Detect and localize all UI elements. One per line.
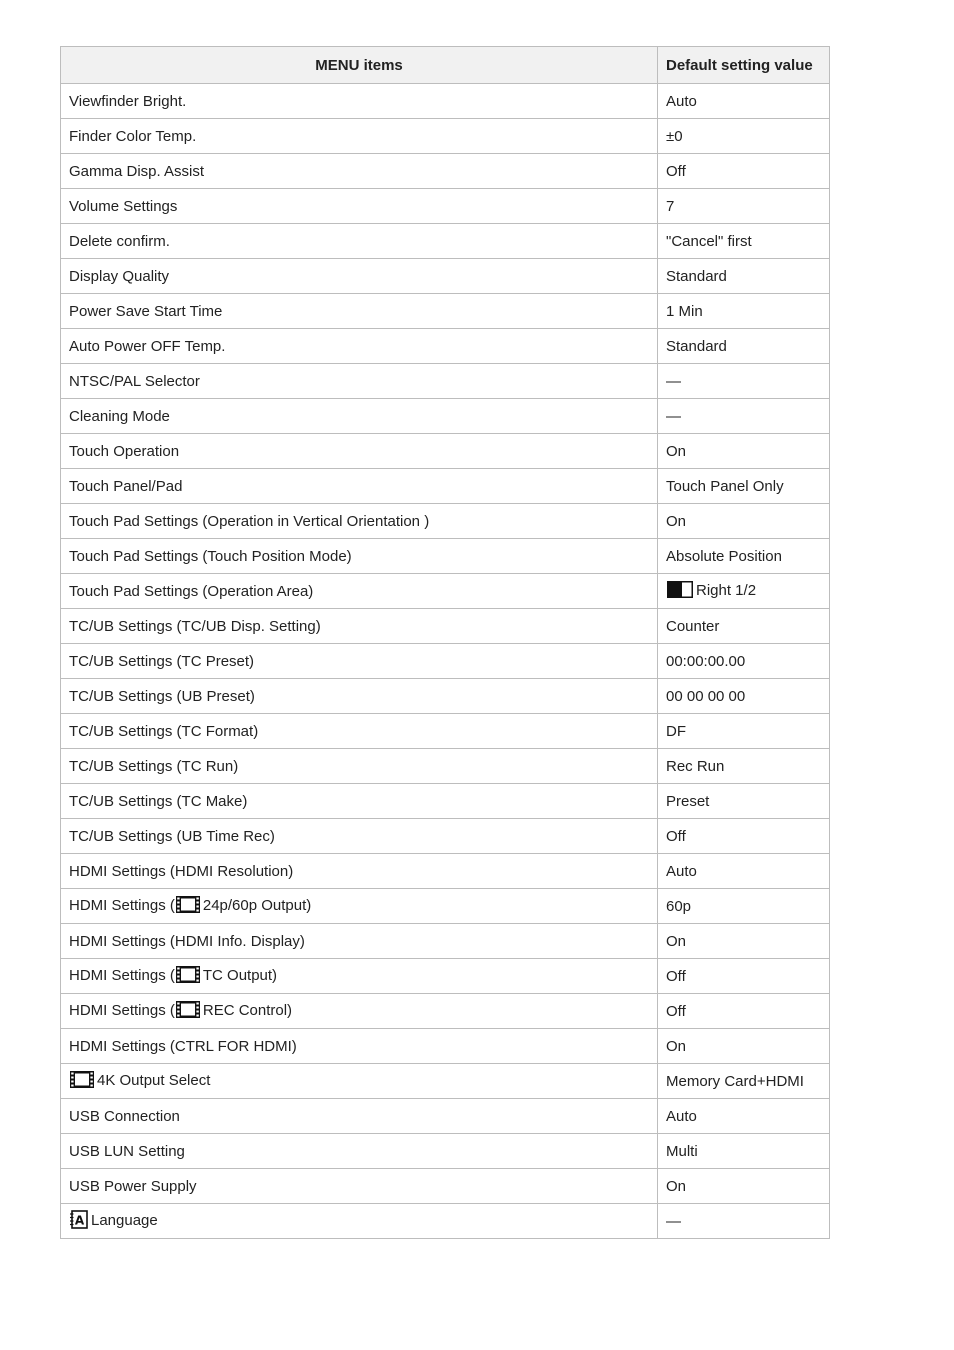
menu-item-label: Cleaning Mode	[69, 407, 170, 425]
default-value-cell	[658, 1029, 830, 1064]
menu-item-cell	[61, 749, 658, 784]
menu-item-cell	[61, 1134, 658, 1169]
default-value: Touch Panel Only	[666, 477, 784, 495]
header-menu-items: MENU items	[61, 47, 658, 84]
menu-item-label: Finder Color Temp.	[69, 127, 197, 145]
default-value: Preset	[666, 792, 710, 810]
table-header-row	[61, 47, 830, 84]
menu-item-cell	[61, 1064, 658, 1099]
menu-item-cell	[61, 609, 658, 644]
default-value-cell	[658, 154, 830, 189]
menu-item-cell	[61, 924, 658, 959]
default-value: Standard	[666, 267, 727, 285]
default-value: On	[666, 1037, 687, 1055]
default-value-cell	[658, 819, 830, 854]
menu-item-cell	[61, 154, 658, 189]
default-value-cell	[658, 1204, 830, 1239]
default-value: Absolute Position	[666, 547, 782, 565]
menu-item-label: Touch Operation	[69, 442, 180, 460]
default-value: DF	[666, 722, 686, 740]
menu-item-cell	[61, 959, 658, 994]
default-value: Memory Card+HDMI	[666, 1072, 804, 1090]
menu-item-cell	[61, 84, 658, 119]
default-value-cell	[658, 469, 830, 504]
table-row	[61, 364, 830, 399]
menu-item-label: HDMI Settings (CTRL FOR HDMI)	[69, 1037, 297, 1055]
menu-item-cell	[61, 504, 658, 539]
menu-item-cell	[61, 469, 658, 504]
menu-item-label-suffix: REC Control)	[202, 1001, 293, 1019]
menu-item-label: TC/UB Settings (UB Preset)	[69, 687, 255, 705]
menu-item-cell	[61, 399, 658, 434]
default-value-cell	[658, 1064, 830, 1099]
menu-item-label: TC/UB Settings (TC Run)	[69, 757, 239, 775]
menu-item-label-suffix: 4K Output Select	[97, 1071, 211, 1089]
table-row	[61, 994, 830, 1029]
table-row	[61, 644, 830, 679]
menu-item-label: TC/UB Settings (TC Preset)	[69, 652, 255, 670]
menu-item-cell	[61, 1204, 658, 1239]
menu-item-cell	[61, 539, 658, 574]
default-value-cell	[658, 1134, 830, 1169]
default-value: 60p	[666, 897, 692, 915]
default-value: Off	[666, 1002, 686, 1020]
table-row	[61, 329, 830, 364]
default-value: —	[666, 407, 681, 425]
default-value: Off	[666, 967, 686, 985]
default-value-cell	[658, 644, 830, 679]
default-value-cell	[658, 224, 830, 259]
table-row	[61, 189, 830, 224]
menu-item-cell	[61, 189, 658, 224]
menu-item-cell	[61, 889, 658, 924]
movie-icon	[175, 965, 201, 988]
default-value: —	[666, 372, 681, 390]
menu-item-cell	[61, 714, 658, 749]
table-row	[61, 1169, 830, 1204]
language-icon	[69, 1210, 89, 1233]
default-value-cell	[658, 924, 830, 959]
default-value: On	[666, 1177, 687, 1195]
default-value-cell	[658, 854, 830, 889]
menu-item-cell	[61, 1099, 658, 1134]
movie-icon	[69, 1070, 95, 1093]
default-value-cell	[658, 609, 830, 644]
table-row	[61, 154, 830, 189]
default-value: Multi	[666, 1142, 698, 1160]
default-value: 00:00:00.00	[666, 652, 746, 670]
default-value: Auto	[666, 862, 697, 880]
default-value-cell	[658, 679, 830, 714]
menu-item-label: Auto Power OFF Temp.	[69, 337, 226, 355]
menu-item-label-suffix: 24p/60p Output)	[202, 896, 312, 914]
default-value: Off	[666, 162, 686, 180]
default-value: 7	[666, 197, 675, 215]
default-value-cell	[658, 399, 830, 434]
table-row	[61, 294, 830, 329]
operation-area-right-half-icon	[666, 580, 694, 603]
menu-item-label: Power Save Start Time	[69, 302, 223, 320]
table-row	[61, 469, 830, 504]
default-value-cell	[658, 574, 830, 609]
default-settings-table	[60, 46, 830, 1239]
table-row	[61, 504, 830, 539]
menu-item-cell	[61, 294, 658, 329]
header-default-value: Default setting value	[658, 47, 830, 84]
default-value: On	[666, 932, 687, 950]
movie-icon	[175, 895, 201, 918]
menu-item-cell	[61, 1169, 658, 1204]
menu-item-label: TC/UB Settings (TC Format)	[69, 722, 259, 740]
table-row	[61, 259, 830, 294]
default-value-cell	[658, 714, 830, 749]
menu-item-label: Display Quality	[69, 267, 170, 285]
default-value: Standard	[666, 337, 727, 355]
menu-item-label-suffix: Language	[91, 1211, 158, 1229]
menu-item-cell	[61, 364, 658, 399]
default-value: Auto	[666, 1107, 697, 1125]
default-value: On	[666, 442, 687, 460]
menu-item-cell	[61, 854, 658, 889]
menu-item-label: Volume Settings	[69, 197, 178, 215]
default-value-cell	[658, 889, 830, 924]
menu-item-cell	[61, 119, 658, 154]
default-value-cell	[658, 189, 830, 224]
menu-item-label: Touch Pad Settings (Operation Area)	[69, 582, 314, 600]
menu-item-label-prefix: HDMI Settings (	[69, 896, 175, 914]
menu-item-label: TC/UB Settings (UB Time Rec)	[69, 827, 275, 845]
table-row	[61, 749, 830, 784]
menu-item-label: TC/UB Settings (TC Make)	[69, 792, 248, 810]
menu-item-cell	[61, 259, 658, 294]
menu-item-cell	[61, 819, 658, 854]
default-value-cell	[658, 959, 830, 994]
default-value-cell	[658, 1099, 830, 1134]
default-value-cell	[658, 434, 830, 469]
default-value: 00 00 00 00	[666, 687, 746, 705]
default-value: Rec Run	[666, 757, 725, 775]
table-row	[61, 119, 830, 154]
default-value: Counter	[666, 617, 720, 635]
menu-item-label: USB LUN Setting	[69, 1142, 185, 1160]
default-value: Off	[666, 827, 686, 845]
menu-item-cell	[61, 644, 658, 679]
menu-item-label: Touch Pad Settings (Touch Position Mode)	[69, 547, 352, 565]
default-value-cell	[658, 784, 830, 819]
default-value: —	[666, 1212, 681, 1230]
menu-item-cell	[61, 224, 658, 259]
default-value-cell	[658, 294, 830, 329]
menu-item-cell	[61, 434, 658, 469]
table-row	[61, 1064, 830, 1099]
table-row	[61, 889, 830, 924]
table-row	[61, 1204, 830, 1239]
default-value-cell	[658, 539, 830, 574]
default-value: 1 Min	[666, 302, 703, 320]
menu-item-label: Touch Pad Settings (Operation in Vertical Orientation )	[69, 512, 430, 530]
table-row	[61, 84, 830, 119]
default-value-cell	[658, 84, 830, 119]
svg-text:A: A	[74, 1213, 85, 1227]
default-value-cell	[658, 119, 830, 154]
movie-icon	[175, 1000, 201, 1023]
menu-item-label: Touch Panel/Pad	[69, 477, 183, 495]
default-value: On	[666, 512, 687, 530]
default-value: "Cancel" first	[666, 232, 752, 250]
table-row	[61, 924, 830, 959]
table-row	[61, 434, 830, 469]
table-row	[61, 574, 830, 609]
menu-item-cell	[61, 679, 658, 714]
menu-item-label-prefix: HDMI Settings (	[69, 966, 175, 984]
menu-item-cell	[61, 994, 658, 1029]
menu-item-label: USB Power Supply	[69, 1177, 197, 1195]
menu-item-cell	[61, 329, 658, 364]
menu-item-label: Viewfinder Bright.	[69, 92, 187, 110]
default-value-cell	[658, 504, 830, 539]
table-row	[61, 609, 830, 644]
table-row	[61, 959, 830, 994]
menu-item-cell	[61, 574, 658, 609]
table-row	[61, 819, 830, 854]
table-body	[61, 84, 830, 1239]
table-row	[61, 224, 830, 259]
table-row	[61, 1029, 830, 1064]
menu-item-label-suffix: TC Output)	[202, 966, 278, 984]
default-value-cell	[658, 994, 830, 1029]
default-value-cell	[658, 749, 830, 784]
default-value: Right 1/2	[696, 581, 757, 599]
table-row	[61, 714, 830, 749]
default-value-cell	[658, 364, 830, 399]
table-row	[61, 679, 830, 714]
menu-item-cell	[61, 784, 658, 819]
table-row	[61, 1134, 830, 1169]
default-value: ±0	[666, 127, 683, 145]
menu-item-label: NTSC/PAL Selector	[69, 372, 200, 390]
menu-item-label: TC/UB Settings (TC/UB Disp. Setting)	[69, 617, 321, 635]
table-row	[61, 854, 830, 889]
menu-item-label: Gamma Disp. Assist	[69, 162, 205, 180]
table-row	[61, 784, 830, 819]
menu-item-label: HDMI Settings (HDMI Info. Display)	[69, 932, 305, 950]
menu-item-label: USB Connection	[69, 1107, 180, 1125]
default-value-cell	[658, 1169, 830, 1204]
menu-item-label: HDMI Settings (HDMI Resolution)	[69, 862, 294, 880]
default-value-cell	[658, 329, 830, 364]
table-row	[61, 539, 830, 574]
menu-item-label-prefix: HDMI Settings (	[69, 1001, 175, 1019]
table-row	[61, 1099, 830, 1134]
menu-item-label: Delete confirm.	[69, 232, 170, 250]
table-row	[61, 399, 830, 434]
menu-item-cell	[61, 1029, 658, 1064]
default-value-cell	[658, 259, 830, 294]
default-value: Auto	[666, 92, 697, 110]
